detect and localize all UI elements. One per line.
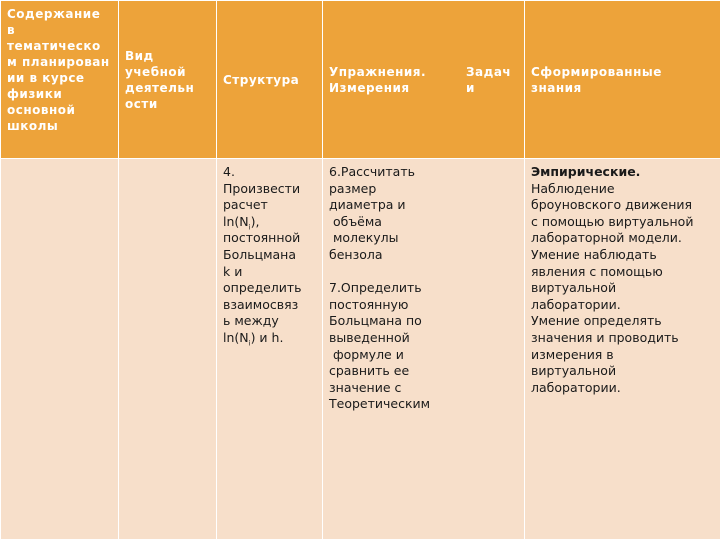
header-exercises: Упражнения. Измерения: [329, 64, 427, 95]
header-tasks: Задач и: [466, 64, 512, 95]
table-row: [1, 159, 720, 540]
ln-formula-1: $\ln(N_i)$,: [223, 213, 260, 232]
header-content-in-plan: Содержание в тематическо м планирован ии в курсе физики основной школы: [1, 1, 119, 159]
cell-activity-empty: [119, 159, 217, 540]
cell-content-empty: [1, 159, 119, 540]
ln-formula-2: $\ln(N_i)$ и h.: [223, 329, 284, 348]
header-exercises-tasks: [323, 1, 525, 159]
cell-knowledge: Эмпирические. Наблюдение броуновского движения с помощью виртуальной лабораторной модели. Умение наблюдать явления с помощью виртуальной лаборатории. Умение определять значения и проводить измерения в виртуальной лаборатории.: [525, 159, 720, 540]
header-formed-knowledge: Сформированные знания: [525, 1, 720, 159]
cell-exercises: 6.Рассчитать размер диаметра и объёма молекулы бензола 7.Определить постоянную Больцмана по выведенной формуле и сравнить ее значение с Теоретическим: [323, 159, 525, 540]
cell-structure: 4. Произвести расчет $\ln(N_i)$, постоянной Больцмана k и определить взаимосвяз ь между $\ln(N_i)$ и h.: [217, 159, 323, 540]
knowledge-title: Эмпирические.: [531, 164, 641, 179]
header-row: [1, 1, 720, 159]
header-structure: Структура: [217, 1, 323, 159]
header-activity-type: Вид учебной деятельн ости: [119, 1, 217, 159]
